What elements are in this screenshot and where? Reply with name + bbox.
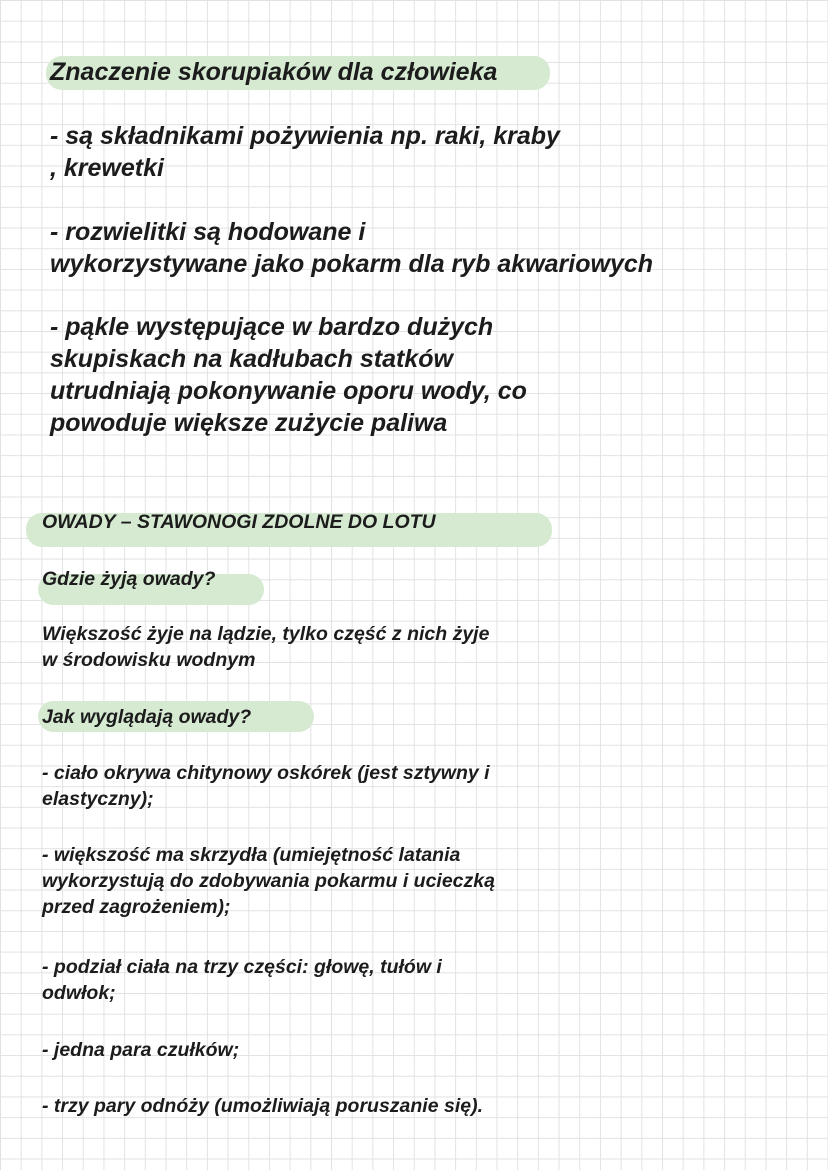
- list-item: [50, 216, 653, 280]
- text-line: - są składnikami pożywienia np. raki, kraby: [50, 122, 560, 150]
- list-item: [42, 760, 490, 812]
- list-item: [42, 1037, 239, 1063]
- text-line: przed zagrożeniem);: [42, 896, 231, 918]
- question-what-insects-look-like: Jak wyglądają owady?: [42, 706, 252, 728]
- answer-paragraph: [42, 621, 489, 673]
- list-item: [42, 1093, 483, 1119]
- text-line: , krewetki: [50, 154, 164, 182]
- list-item: [50, 120, 560, 184]
- text-line: - jedna para czułków;: [42, 1039, 240, 1061]
- text-line: powoduje większe zużycie paliwa: [50, 409, 448, 437]
- list-item: [42, 842, 495, 920]
- section-title-insects: OWADY – STAWONOGI ZDOLNE DO LOTU: [42, 511, 436, 533]
- list-item: [50, 311, 527, 439]
- question-where-insects-live: Gdzie żyją owady?: [42, 568, 216, 590]
- text-line: odwłok;: [42, 982, 116, 1004]
- text-line: w środowisku wodnym: [42, 649, 256, 671]
- list-item: [42, 954, 442, 1006]
- text-line: - trzy pary odnóży (umożliwiają poruszanie się).: [42, 1095, 483, 1117]
- text-line: wykorzystują do zdobywania pokarmu i ucieczką: [42, 870, 495, 892]
- text-line: - większość ma skrzydła (umiejętność latania: [42, 844, 461, 866]
- text-line: Większość żyje na lądzie, tylko część z nich żyje: [42, 623, 490, 645]
- text-line: - rozwielitki są hodowane i: [50, 218, 366, 246]
- text-line: - ciało okrywa chitynowy oskórek (jest sztywny i: [42, 762, 490, 784]
- text-line: skupiskach na kadłubach statków: [50, 345, 453, 373]
- text-line: - pąkle występujące w bardzo dużych: [50, 313, 494, 341]
- text-line: wykorzystywane jako pokarm dla ryb akwariowych: [50, 250, 654, 278]
- text-line: elastyczny);: [42, 788, 154, 810]
- text-line: utrudniają pokonywanie oporu wody, co: [50, 377, 527, 405]
- section-title-crustaceans: Znaczenie skorupiaków dla człowieka: [50, 58, 498, 86]
- text-line: - podział ciała na trzy części: głowę, tułów i: [42, 956, 442, 978]
